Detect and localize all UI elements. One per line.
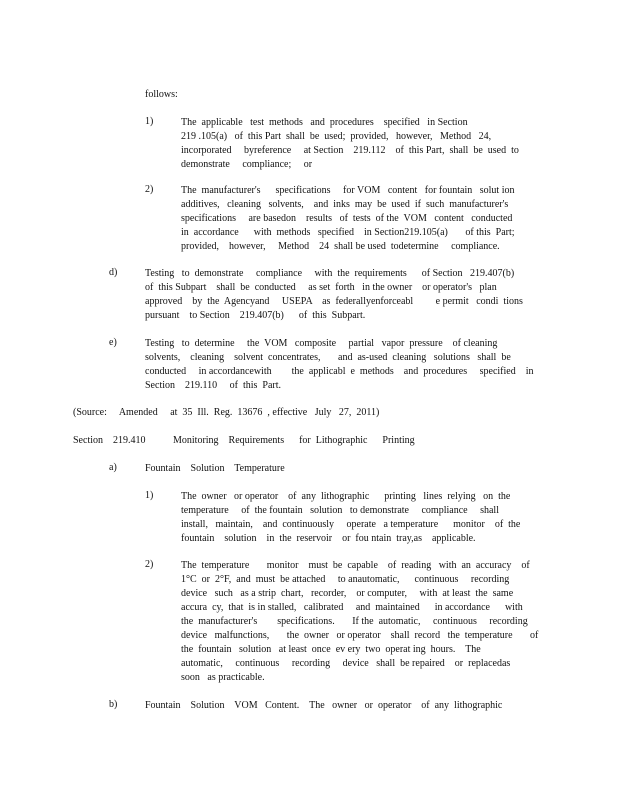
subsection-title bbox=[145, 462, 285, 476]
subsection-text bbox=[145, 699, 502, 713]
text-line: the manufacturer's specifications. If the automatic, continuous recording bbox=[181, 616, 528, 627]
item-text bbox=[181, 116, 519, 172]
text-line: in accordance with methods specified in Section219.105(a) of this Part; bbox=[181, 227, 515, 238]
text-line: Fountain Solution Temperature bbox=[145, 463, 285, 474]
item-text bbox=[181, 559, 538, 685]
text-line: incorporated byreference at Section 219.112 of this Part, shall be used to bbox=[181, 145, 519, 156]
text-line: automatic, continuous recording device shall be repaired or replacedas bbox=[181, 658, 511, 669]
text-line: The temperature monitor must be capable of reading with an accuracy of bbox=[181, 560, 530, 571]
text-line: Section 219.110 of this Part. bbox=[145, 380, 282, 391]
text-line: Fountain Solution VOM Content. The owner or operator of any lithographic bbox=[145, 700, 503, 711]
text-line: specifications are basedon results of tests of the VOM content conducted bbox=[181, 213, 513, 224]
text-line: The manufacturer's specifications for VOM content for fountain solut ion bbox=[181, 185, 515, 196]
item-marker: 2) bbox=[145, 559, 154, 570]
subsection-text bbox=[145, 337, 533, 393]
text-line: solvents, cleaning solvent concentrates, and as-used cleaning solutions shall be bbox=[145, 352, 511, 363]
text-line: temperature of the fountain solution to demonstrate compliance shall bbox=[181, 505, 499, 516]
section-heading bbox=[73, 434, 415, 448]
continuation-text bbox=[145, 88, 178, 102]
text-line: accura cy, that is in stalled, calibrated and maintained in accordance with bbox=[181, 602, 523, 613]
item-marker: 2) bbox=[145, 184, 154, 195]
subsection-text bbox=[145, 267, 523, 323]
item-text bbox=[181, 184, 515, 254]
text-line: approved by the Agencyand USEPA as federallyenforceabl e permit condi tions bbox=[145, 296, 523, 307]
item-text bbox=[181, 490, 520, 546]
text-line: fountain solution in the reservoir or fou ntain tray,as applicable. bbox=[181, 533, 476, 544]
source-note bbox=[73, 406, 379, 420]
subsection-marker: b) bbox=[109, 699, 118, 710]
text-line: 219 .105(a) of this Part shall be used; provided, however, Method 24, bbox=[181, 131, 492, 142]
text-line: pursuant to Section 219.407(b) of this Subpart. bbox=[145, 310, 366, 321]
text-line: Testing to determine the VOM composite partial vapor pressure of cleaning bbox=[145, 338, 498, 349]
text-line: Testing to demonstrate compliance with the requirements of Section 219.407(b) bbox=[145, 268, 515, 279]
item-marker: 1) bbox=[145, 116, 154, 127]
text-line: conducted in accordancewith the applicabl e methods and procedures specified in bbox=[145, 366, 534, 377]
text-line: provided, however, Method 24 shall be used todetermine compliance. bbox=[181, 241, 500, 252]
subsection-marker: a) bbox=[109, 462, 117, 473]
text-line: demonstrate compliance; or bbox=[181, 159, 313, 170]
text-line: The applicable test methods and procedures specified in Section bbox=[181, 117, 468, 128]
text-line: The owner or operator of any lithographic printing lines relying on the bbox=[181, 491, 511, 502]
text-line: follows: bbox=[145, 89, 178, 100]
text-line: Section 219.410 Monitoring Requirements for Lithographic Printing bbox=[73, 435, 415, 446]
text-line: (Source: Amended at 35 Ill. Reg. 13676 , effective July 27, 2011) bbox=[73, 407, 380, 418]
item-marker: 1) bbox=[145, 490, 154, 501]
text-line: install, maintain, and continuously operate a temperature monitor of the bbox=[181, 519, 521, 530]
text-line: additives, cleaning solvents, and inks may be used if such manufacturer's bbox=[181, 199, 509, 210]
subsection-marker: e) bbox=[109, 337, 117, 348]
text-line: device such as a strip chart, recorder, or computer, with at least the same bbox=[181, 588, 514, 599]
text-line: device malfunctions, the owner or operator shall record the temperature of bbox=[181, 630, 539, 641]
text-line: of this Subpart shall be conducted as set forth in the owner or operator's plan bbox=[145, 282, 497, 293]
text-line: the fountain solution at least once ev ery two operat ing hours. The bbox=[181, 644, 481, 655]
text-line: soon as practicable. bbox=[181, 672, 265, 683]
subsection-marker: d) bbox=[109, 267, 118, 278]
text-line: 1°C or 2°F, and must be attached to anautomatic, continuous recording bbox=[181, 574, 510, 585]
